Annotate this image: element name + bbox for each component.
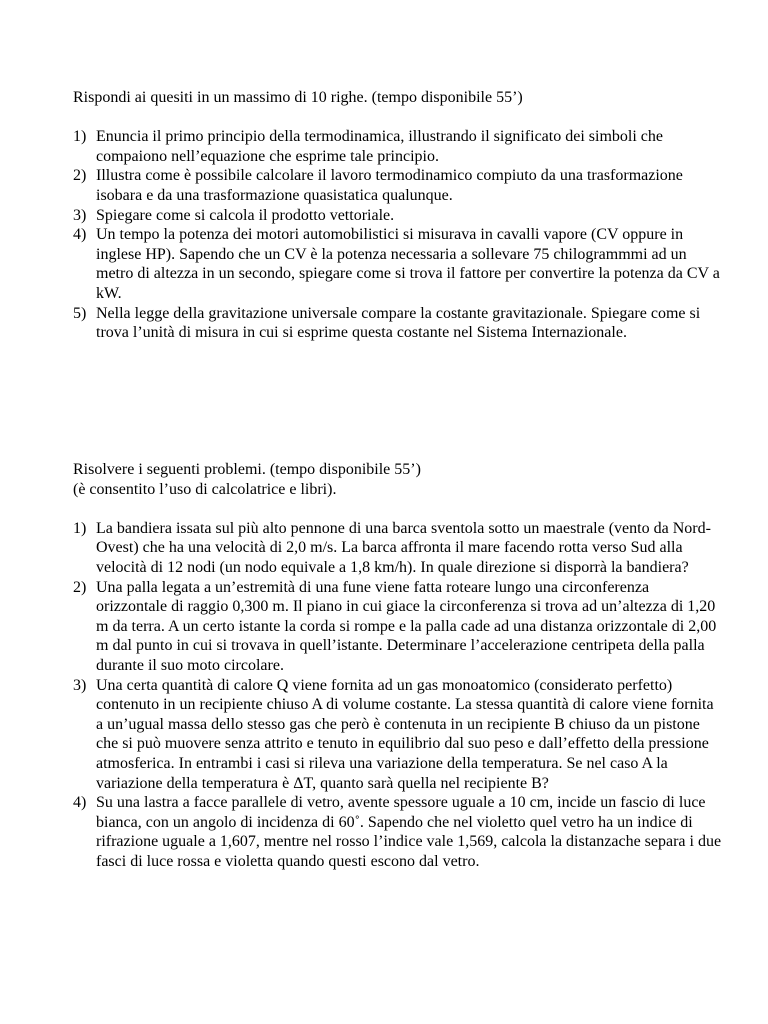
question-item <box>73 166 723 205</box>
problems-list <box>73 519 723 872</box>
problem-item <box>73 676 723 794</box>
question-text: Spiegare come si calcola il prodotto vettoriale. <box>96 206 395 224</box>
problem-text: La bandiera issata sul più alto pennone di una barca sventola sotto un maestrale (vento da Nord-Ovest) che ha una velocità di 2,0 m/s. La barca affronta il mare facendo rotta verso Sud alla velocità di 12 nodi (un nodo equivale a 1,8 km/h). In quale direzione si disporrà la bandiera? <box>96 519 711 576</box>
problem-number: 3) <box>73 676 87 694</box>
problem-item <box>73 519 723 578</box>
problem-number: 4) <box>73 794 87 812</box>
question-text: Enuncia il primo principio della termodinamica, illustrando il significato dei simboli che compaiono nell’equazione che esprime tale principio. <box>96 128 663 165</box>
question-number: 5) <box>73 304 87 322</box>
question-item <box>73 225 723 303</box>
question-text: Un tempo la potenza dei motori automobilistici si misurava in cavalli vapore (CV oppure in inglese HP). Sapendo che un CV è la potenza necessaria a sollevare 75 chilogrammmi ad un metro di altezza in un secondo, spiegare come si trova il fattore per convertire la potenza da CV a kW. <box>96 226 720 302</box>
question-number: 4) <box>73 226 87 244</box>
section-problems <box>73 460 723 871</box>
questions-list <box>73 127 723 343</box>
question-text: Illustra come è possibile calcolare il lavoro termodinamico compiuto da una trasformazione isobara e da una trasformazione quasistatica qualunque. <box>96 167 683 204</box>
question-item <box>73 206 723 226</box>
problem-number: 2) <box>73 578 87 596</box>
problem-text: Su una lastra a facce parallele di vetro, avente spessore uguale a 10 cm, incide un fascio di luce bianca, con un angolo di incidenza di 60˚. Sapendo che nel violetto quel vetro ha un indice di rifrazione uguale a 1,607, mentre nel rosso l’indice vale 1,569, calcola la distanzache separa i due fasci di luce rossa e violetta quando questi escono dal vetro. <box>96 794 722 870</box>
document-page <box>73 88 723 870</box>
problem-text: Una palla legata a un’estremità di una fune viene fatta roteare lungo una circonferenza orizzontale di raggio 0,300 m. Il piano in cui giace la circonferenza si trova ad un’altezza di 1,20 m da terra. A un certo istante la corda si rompe e la palla cade ad una distanza orizzontale di 2,00 m dal punto in cui si trovava in quell’istante. Determinare l’accelerazione centripeta della palla durante il suo moto circolare. <box>96 578 717 674</box>
question-item <box>73 127 723 166</box>
problem-item <box>73 793 723 871</box>
problems-instructions: Risolvere i seguenti problemi. (tempo disponibile 55’) <box>73 461 421 478</box>
question-item <box>73 304 723 343</box>
spacer <box>73 108 723 128</box>
section-questions <box>73 88 723 343</box>
question-number: 1) <box>73 128 87 146</box>
question-number: 3) <box>73 206 87 224</box>
problem-item <box>73 578 723 676</box>
spacer <box>73 499 723 519</box>
problems-note: (è consentito l’uso di calcolatrice e libri). <box>73 480 337 498</box>
problem-text: Una certa quantità di calore Q viene fornita ad un gas monoatomico (considerato perfetto) contenuto in un recipiente chiuso A di volume costante. La stessa quantità di calore viene fornita a un’ugual massa dello stesso gas che però è contenuta in un recipiente B chiuso da un pistone che si può muovere senza attrito e tenuto in equilibrio dal suo peso e dall’effetto della pressione atmosferica. In entrambi i casi si rileva una variazione della temperatura. Se nel caso A la variazione della temperatura è ΔT, quanto sarà quella nel recipiente B? <box>96 676 714 792</box>
problem-number: 1) <box>73 519 87 537</box>
question-text: Nella legge della gravitazione universale compare la costante gravitazionale. Spiegare come si trova l’unità di misura in cui si esprime questa costante nel Sistema Internazionale. <box>96 304 701 342</box>
question-number: 2) <box>73 167 87 185</box>
questions-instructions: Rispondi ai quesiti in un massimo di 10 righe. (tempo disponibile 55’) <box>73 89 523 106</box>
